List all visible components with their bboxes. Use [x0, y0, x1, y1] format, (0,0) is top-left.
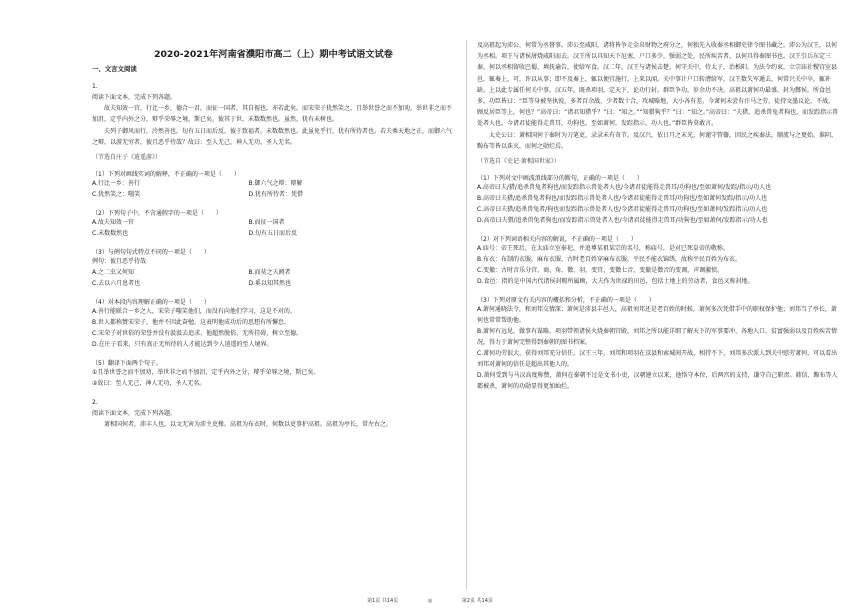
option-b: B.高帝曰夫猎/追杀兽兔者狗也/而发踪指示兽处者人也/今诸君徒能得走兽耳/功狗也/至如萧何发踪/指示/功人也 — [477, 195, 768, 203]
q1-sub2-options — [92, 217, 455, 239]
passage-1-paragraph-2: 夫列子御风而行，泠然善也，旬有五日而后反。彼于致福者，未数数然也。此虽免乎行，犹有所待者也。若夫乘天地之正，而御六气之辩，以游无穷者，彼且恶乎待哉？故曰：至人无己，神人无功，圣人无名。 — [92, 127, 453, 146]
passage-2-source: （节选自《史记·萧相国世家》） — [477, 158, 560, 166]
option-b: B.世人都称赞宋荣子，他并不因此奋勉，这表明他成功后的思想有所懈怠。 — [92, 319, 291, 327]
exam-title: 2020-2021年河南省濮阳市高二（上）期中考试语文试卷 — [154, 49, 393, 60]
option-c: C.变撤：古时音乐分宫、商、角、徵、羽，变宫、变徵七音，变撤是徵音的变调，声调激愤。 — [477, 267, 724, 275]
option-d: D.旬有五日而后反 — [248, 230, 298, 238]
q1-sub3-stem: （3）与例句句式特点不同的一项是（ ） — [92, 249, 210, 257]
q1-sub3-options — [92, 267, 455, 289]
footer-separator: ◎ — [427, 598, 433, 604]
q1-sub4-stem: （4）对本段内容理解正确的一项是（ ） — [92, 299, 210, 307]
option-a: A.高帝曰夫/猎/追杀兽兔者狗也/而发踪指示兽处者人也/今诸君徒能得走兽耳/功狗也/至如萧何/发踪/指示/功人也 — [477, 184, 772, 192]
page-footer — [0, 597, 860, 604]
option-d: D.奚以知其然也 — [248, 280, 292, 288]
q1-sub1-stem: （1）下列对画线实词的解释，不正确的一项是（ ） — [92, 171, 240, 179]
option-c: C.宋荣子对世俗的荣誉并没有汲汲去追求，他超然脱俗，无所挂碍，树立至德。 — [92, 330, 303, 338]
q1-sub1-options — [92, 178, 455, 200]
q1-sub5-stem: （5）翻译下面两个句子。 — [92, 360, 162, 368]
section-heading: 一、文言文阅读 — [92, 65, 137, 73]
option-b: B.而莫之夭阏者 — [248, 269, 291, 277]
passage-1-source: （节选自庄子《逍遥游》） — [92, 154, 162, 162]
option-a: A.善行能联合一乡之人，宋荣子嗤笑他们，而没有向他们学习，这是不对的。 — [92, 308, 296, 316]
translation-item-2: ②故曰：至人无己，神人无功，圣人无名。 — [92, 380, 206, 388]
option-d: D.萧何受到与马汉高度称赞，萧何在秦朝不过是文书小吏，汉朝建立以来，他恪守本位，后两宫的支持，谦守自己职责。韩信、黥布等人都被杀，萧何的功勋显得更加灿烂。 — [477, 372, 838, 391]
page-number-right: 第2页 共14页 — [461, 598, 493, 604]
option-d: D.食邑：指的是中国古代诸侯封赐所属顾，大夫作为世禄的田邑，包括土地上的劳动者，食邑又称封地。 — [477, 278, 754, 286]
passage-2-commentary: 太史公曰：萧相国何于秦时为刀笔吏，录录未有奇节。及汉兴，依日月之末光，何谨守管籥，因民之疾秦法，顺流与之更始。淮阴、黥布等皆以诛灭，而何之勋烂焉。 — [477, 131, 838, 150]
option-a: A.之二虫又何知 — [92, 269, 134, 277]
translation-item-1: ①且举世誉之而不加劝，举世非之而不加沮，定乎内外之分，辩乎荣辱之境，斯已矣。 — [92, 369, 320, 377]
option-d: D.高帝曰夫猎/追杀兽兔者狗也/而发踪指示兽处者人也/今诸君徒能得走兽耳/功狗也/至如萧何/发踪指示/功人也 — [477, 217, 768, 225]
question-1-number: 1. — [92, 83, 98, 90]
option-d: D.犹有所待者：凭借 — [248, 191, 304, 199]
q2-sub3-stem: （3）下列对原文有关内容的概括和分析，不正确的一项是（ ） — [477, 297, 655, 305]
option-a: A.庙号：帝王死后，在太庙立室奉祀，并追尊某祖某宗的名号，称庙号，是对已死皇帝的敬称。 — [477, 245, 729, 253]
option-b: B.御六气之辩：辩解 — [248, 180, 303, 188]
question-2-instruction: 阅读下面文本，完成下列各题。 — [92, 410, 177, 418]
q1-sub2-stem: （2）下列句子中，不含通假字的一项是（ ） — [92, 210, 222, 218]
page-divider — [466, 40, 467, 590]
page-number-left: 第1页 共14页 — [367, 598, 399, 604]
passage-2-start: 萧相国何者，沛丰人也，以文无害为沛主吏掾。高祖为布衣时，何数以吏事护高祖。高祖为亭长，常左右之。 — [104, 421, 393, 429]
option-c: C.犹然笑之：嗤笑 — [92, 191, 141, 199]
passage-2-continued: 及高祖起为沛公，何常为丞督事。沛公至咸阳，诸将皆争走金帛财物之府分之，何独先入收秦丞相御史律令图书藏之。沛公为汉王，以何为丞相。项王与诸侯屠烧咸阳而去。汉王所以具知天下厄塞，户口多少，强弱之处，民所疾苦者，以何具得秦图书也。汉王引兵东定三秦，何以丞相留收巴蜀，填抚谕告，使给军食。汉二年，汉王与诸侯击楚，何守关中，侍太子，治栎阳。为法令约束，立宗庙社稷宫室县邑，辄奏上，可，许以从事；即不及奏上，辄以便宜施行，上来以闻。关中事计户口转漕给军，汉王数失军遁去，何常兴关中卒，辄补缺。上以此专属任何关中事。汉五年，既杀项羽，定天下，论功行封。群臣争功，岁余功不决。高祖以萧何功最盛，封为酂侯，所食邑多。功臣皆曰：“臣等身被坚执锐，多者百余战，少者数十合，攻城略地，大小各有差。今萧何未尝有汗马之劳，徒持文墨议论，不战，顾反居臣等上，何也？”高帝曰：“诸君知猎乎？”曰：“知之。”“知猎狗乎？”曰：“知之。”高帝曰：“夫猎，追杀兽兔者狗也，而发踪指示兽处者人也。今诸君徒能得走兽耳，功狗也。至如萧何，发踪指示，功人也。”群臣皆莫敢言。 — [477, 42, 839, 128]
question-2-number: 2. — [92, 399, 98, 407]
passage-1-paragraph-1: 故夫知效一官，行比一乡，德合一君，而征一国者，其自视也，亦若此矣。而宋荣子犹然笑之。且举世誉之而不加劝，举世非之而不加沮，定乎内外之分，辩乎荣辱之境，斯已矣。彼其于世，未数数然也。虽然，犹有未树也。 — [92, 105, 453, 124]
option-c: C.萧何功劳很大，获得刘邦充分信任。汉王三年，刘邦和项羽在京县和索城间开战，相持不下，刘邦多次派人到关中慰劳萧何，可以看出刘邦对萧何的信任是超出其他人的。 — [477, 350, 838, 369]
q1-sub3-example: 例句：彼且恶乎待哉 — [92, 258, 147, 266]
q2-sub2-stem: （2）对下列词语相关内容的解说，不正确的一项是（ ） — [477, 236, 637, 244]
q2-sub1-stem: （1）下列对文中画波浪线部分的断句，正确的一项是（ ） — [477, 175, 643, 183]
option-a: A.行比一乡：善行 — [92, 180, 140, 188]
option-c: C.去以六月息者也 — [92, 280, 141, 288]
left-page — [92, 40, 455, 590]
option-a: A.萧何通晓法令，和刘邦交情深；萧何是沛县丰邑人，高祖刘邦还是老百姓的时候，萧何多次凭借手中的职权保护他；刘邦当了亭长，萧何也常常帮助他。 — [477, 306, 837, 325]
option-d: D.在庄子看来，只有真正无所待的人才能达到令人逍遥的至人境界。 — [92, 341, 273, 349]
option-b: B.而征一国者 — [248, 219, 285, 227]
right-page — [477, 40, 840, 590]
option-a: A.故夫知效一官 — [92, 219, 134, 227]
option-c: C.高帝曰夫猎/追杀兽兔者/狗也而发踪指示兽处者人也/今诸君徒能得走兽耳/功狗也/至如萧何/发踪指示/功人也 — [477, 206, 768, 214]
question-1-instruction: 阅读下面文本，完成下列各题。 — [92, 94, 177, 101]
option-b: B.萧何有远见，做事有谋略。项羽带领诸侯火烧秦朝宫殿，刘邦之所以能详细了解天下的军事要冲、各地人口、贫富强弱以及百姓疾苦情况，得力于萧何完整得到秦朝的图书档案。 — [477, 328, 838, 347]
option-b: B.布衣：布制的衣服，麻布衣服，古时老百姓穿麻布衣服，平民不能衣锦绣，故称平民百姓为布衣。 — [477, 256, 742, 264]
option-c: C.未数数然也 — [92, 230, 129, 238]
